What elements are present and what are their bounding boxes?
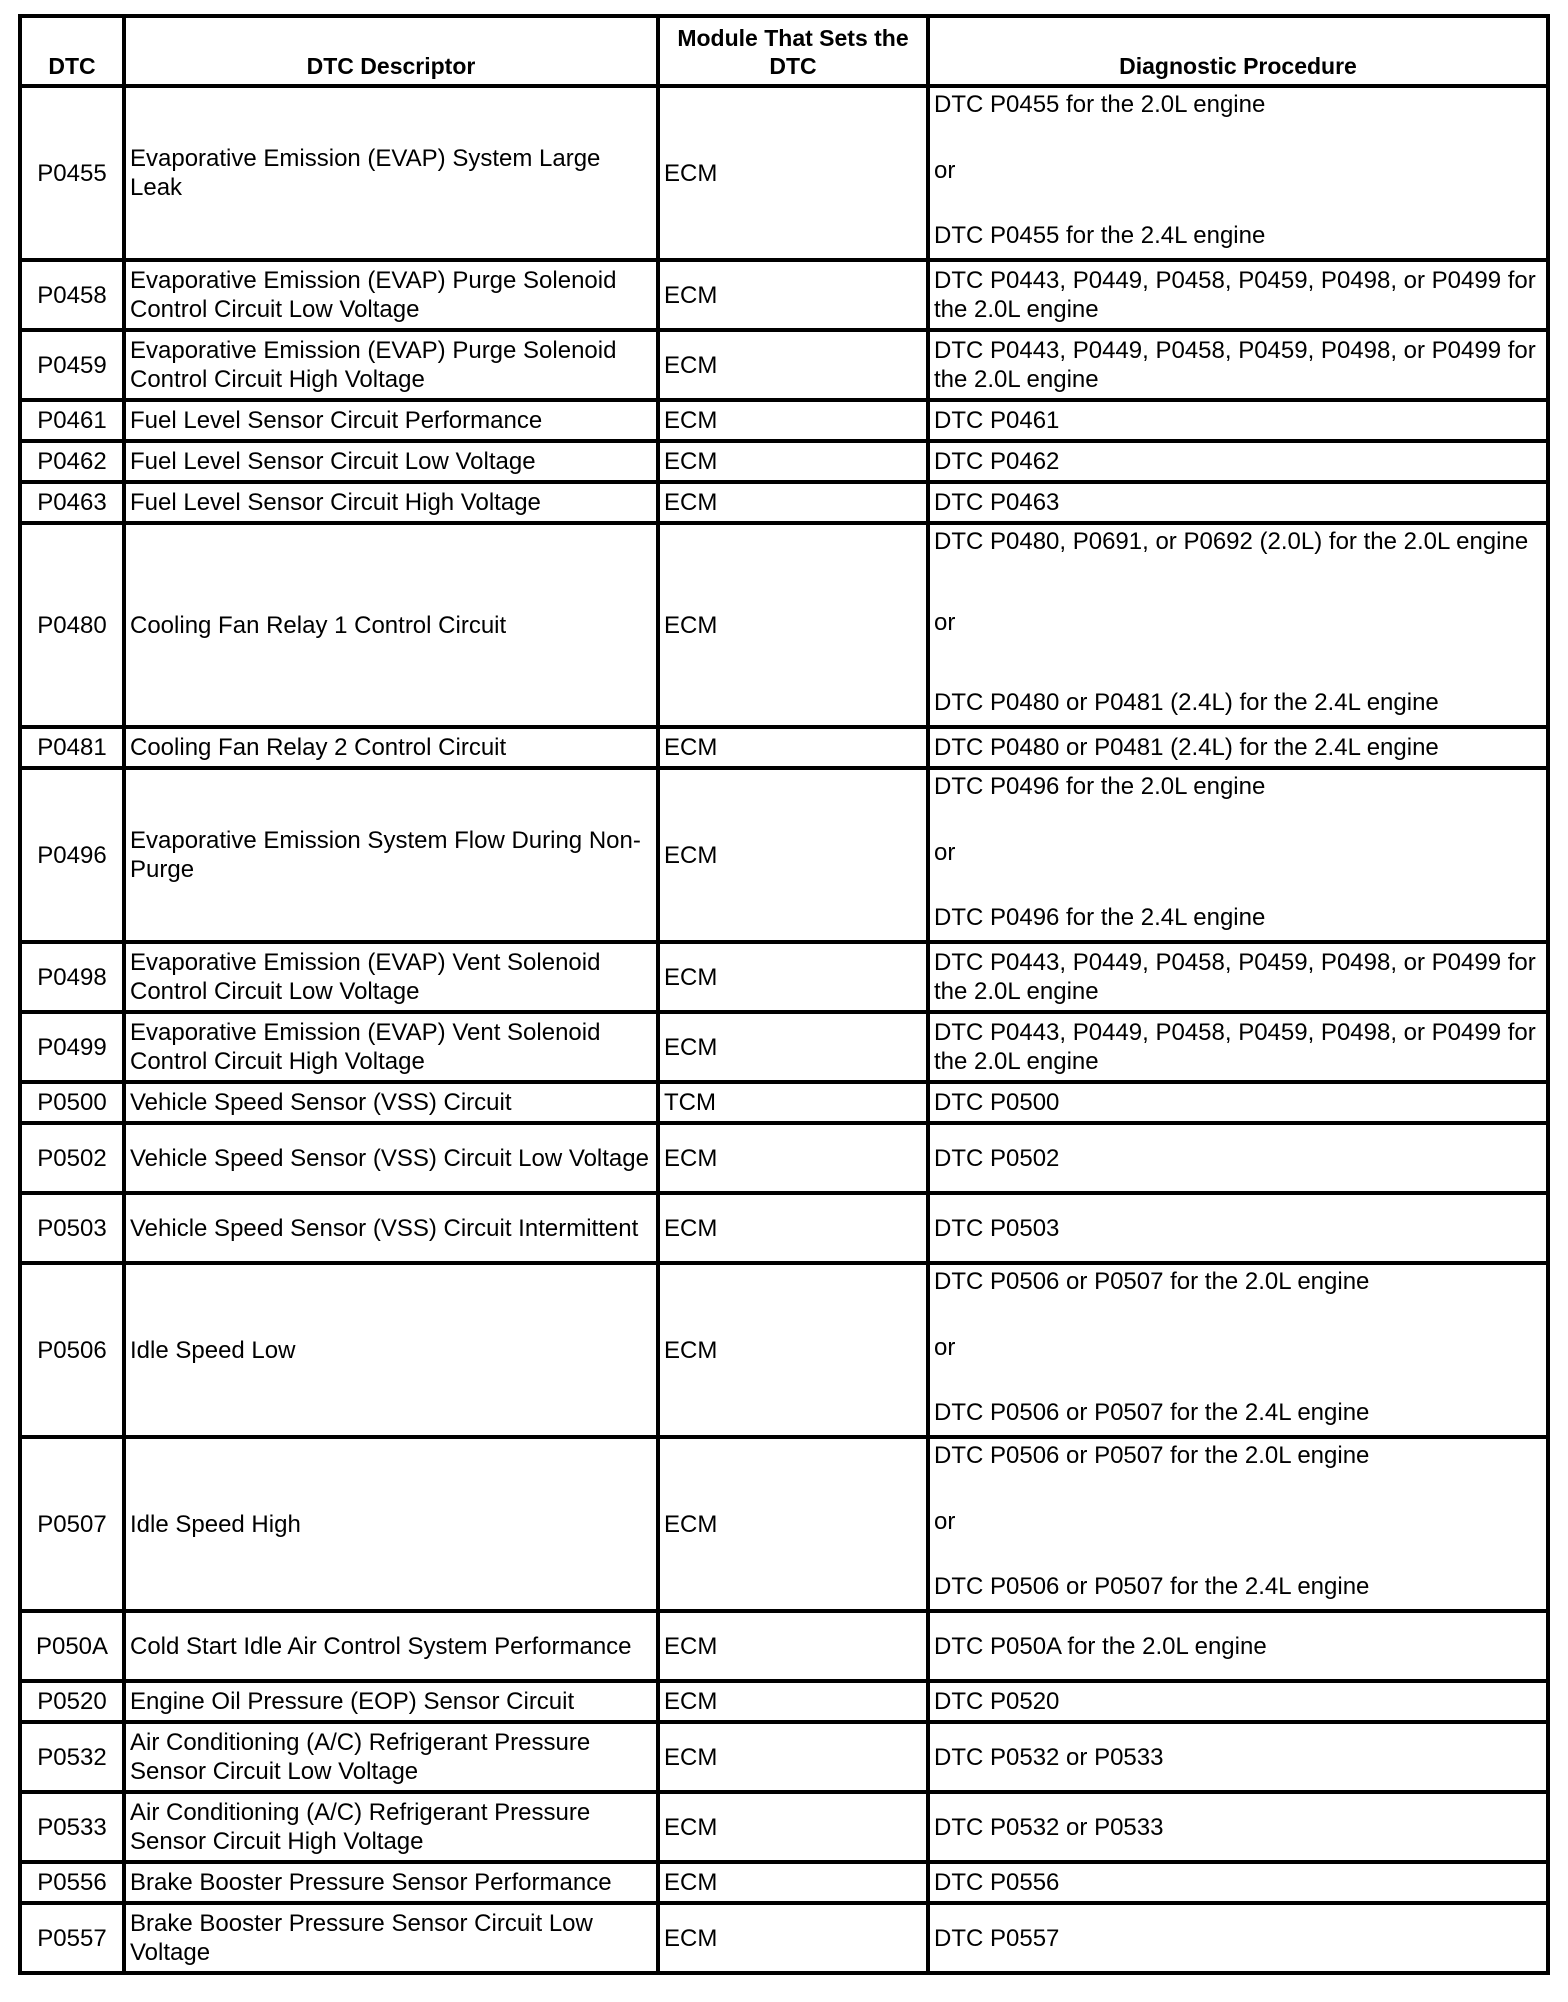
procedure-line: DTC P0500 bbox=[934, 1089, 1060, 1116]
dtc-descriptor-cell: Evaporative Emission (EVAP) Purge Solenoid Control Circuit Low Voltage bbox=[124, 260, 658, 330]
procedure-line: DTC P0496 for the 2.4L engine bbox=[934, 904, 1266, 931]
dtc-descriptor-cell: Brake Booster Pressure Sensor Performance bbox=[124, 1862, 658, 1903]
module-cell: ECM bbox=[658, 86, 928, 260]
diagnostic-procedure-cell bbox=[928, 86, 1548, 260]
procedure-line: DTC P0455 for the 2.0L engine bbox=[934, 91, 1266, 118]
diagnostic-procedure-cell bbox=[928, 1012, 1548, 1082]
dtc-code-cell: P0532 bbox=[20, 1722, 124, 1792]
procedure-line: DTC P0503 bbox=[934, 1214, 1060, 1242]
module-cell: ECM bbox=[658, 1681, 928, 1722]
table-row bbox=[20, 1611, 1548, 1681]
header-descriptor: DTC Descriptor bbox=[124, 16, 658, 86]
table-row bbox=[20, 942, 1548, 1012]
table-row bbox=[20, 1123, 1548, 1193]
procedure-line: DTC P0443, P0449, P0458, P0459, P0498, or P0499 for the 2.0L engine bbox=[934, 337, 1536, 393]
dtc-descriptor-cell: Evaporative Emission (EVAP) System Large Leak bbox=[124, 86, 658, 260]
dtc-descriptor-cell: Cooling Fan Relay 2 Control Circuit bbox=[124, 727, 658, 768]
dtc-code-cell: P0498 bbox=[20, 942, 124, 1012]
module-cell: ECM bbox=[658, 1862, 928, 1903]
procedure-line: DTC P0520 bbox=[934, 1688, 1060, 1715]
module-cell: ECM bbox=[658, 400, 928, 441]
module-cell: ECM bbox=[658, 942, 928, 1012]
diagnostic-procedure-cell bbox=[928, 1082, 1548, 1123]
diagnostic-procedure-cell bbox=[928, 1722, 1548, 1792]
dtc-descriptor-cell: Idle Speed Low bbox=[124, 1263, 658, 1437]
dtc-code-cell: P0459 bbox=[20, 330, 124, 400]
dtc-descriptor-cell: Evaporative Emission (EVAP) Vent Solenoid Control Circuit High Voltage bbox=[124, 1012, 658, 1082]
dtc-descriptor-cell: Air Conditioning (A/C) Refrigerant Pressure Sensor Circuit Low Voltage bbox=[124, 1722, 658, 1792]
procedure-line: DTC P0506 or P0507 for the 2.4L engine bbox=[934, 1573, 1370, 1600]
diagnostic-procedure-cell bbox=[928, 1437, 1548, 1611]
procedure-line: DTC P0506 or P0507 for the 2.0L engine bbox=[934, 1442, 1370, 1469]
procedure-line: DTC P0480 or P0481 (2.4L) for the 2.4L engine bbox=[934, 734, 1439, 761]
dtc-code-cell: P0503 bbox=[20, 1193, 124, 1263]
table-row bbox=[20, 441, 1548, 482]
table-header bbox=[20, 16, 1548, 86]
diagnostic-procedure-cell bbox=[928, 727, 1548, 768]
diagnostic-procedure-cell bbox=[928, 768, 1548, 942]
procedure-line: DTC P0461 bbox=[934, 407, 1060, 434]
dtc-descriptor-cell: Fuel Level Sensor Circuit Low Voltage bbox=[124, 441, 658, 482]
dtc-code-cell: P050A bbox=[20, 1611, 124, 1681]
module-cell: ECM bbox=[658, 1012, 928, 1082]
procedure-line: DTC P0506 or P0507 for the 2.0L engine bbox=[934, 1268, 1370, 1295]
procedure-line: DTC P0443, P0449, P0458, P0459, P0498, or P0499 for the 2.0L engine bbox=[934, 1019, 1536, 1075]
dtc-code-cell: P0502 bbox=[20, 1123, 124, 1193]
diagnostic-procedure-cell bbox=[928, 1862, 1548, 1903]
module-cell: ECM bbox=[658, 1903, 928, 1973]
diagnostic-procedure-cell bbox=[928, 1263, 1548, 1437]
module-cell: ECM bbox=[658, 1437, 928, 1611]
dtc-code-cell: P0520 bbox=[20, 1681, 124, 1722]
procedure-line: DTC P0480, P0691, or P0692 (2.0L) for the 2.0L engine bbox=[934, 528, 1529, 555]
dtc-descriptor-cell: Idle Speed High bbox=[124, 1437, 658, 1611]
procedure-line: DTC P0556 bbox=[934, 1869, 1060, 1896]
procedure-line: or bbox=[934, 1507, 956, 1535]
dtc-descriptor-cell: Engine Oil Pressure (EOP) Sensor Circuit bbox=[124, 1681, 658, 1722]
table-row bbox=[20, 523, 1548, 727]
dtc-code-cell: P0480 bbox=[20, 523, 124, 727]
dtc-descriptor-cell: Fuel Level Sensor Circuit High Voltage bbox=[124, 482, 658, 523]
procedure-line: or bbox=[934, 1333, 956, 1361]
table-row bbox=[20, 1903, 1548, 1973]
procedure-line: DTC P050A for the 2.0L engine bbox=[934, 1632, 1267, 1660]
dtc-descriptor-cell: Air Conditioning (A/C) Refrigerant Pressure Sensor Circuit High Voltage bbox=[124, 1792, 658, 1862]
dtc-descriptor-cell: Vehicle Speed Sensor (VSS) Circuit Intermittent bbox=[124, 1193, 658, 1263]
header-dtc: DTC bbox=[20, 16, 124, 86]
procedure-line: DTC P0462 bbox=[934, 448, 1060, 475]
procedure-line: or bbox=[934, 838, 956, 866]
diagnostic-procedure-cell bbox=[928, 1123, 1548, 1193]
module-cell: TCM bbox=[658, 1082, 928, 1123]
table-row bbox=[20, 1012, 1548, 1082]
header-procedure: Diagnostic Procedure bbox=[928, 16, 1548, 86]
table-row bbox=[20, 1437, 1548, 1611]
module-cell: ECM bbox=[658, 1722, 928, 1792]
procedure-line: DTC P0532 or P0533 bbox=[934, 1743, 1164, 1771]
dtc-code-cell: P0499 bbox=[20, 1012, 124, 1082]
dtc-descriptor-cell: Evaporative Emission (EVAP) Vent Solenoid Control Circuit Low Voltage bbox=[124, 942, 658, 1012]
procedure-line: DTC P0443, P0449, P0458, P0459, P0498, or P0499 for the 2.0L engine bbox=[934, 267, 1536, 323]
table-row bbox=[20, 1263, 1548, 1437]
diagnostic-procedure-cell bbox=[928, 1681, 1548, 1722]
diagnostic-procedure-cell bbox=[928, 482, 1548, 523]
dtc-descriptor-cell: Cold Start Idle Air Control System Performance bbox=[124, 1611, 658, 1681]
dtc-code-cell: P0557 bbox=[20, 1903, 124, 1973]
diagnostic-procedure-cell bbox=[928, 260, 1548, 330]
table-row bbox=[20, 482, 1548, 523]
dtc-code-cell: P0461 bbox=[20, 400, 124, 441]
table-row bbox=[20, 86, 1548, 260]
table-row bbox=[20, 260, 1548, 330]
module-cell: ECM bbox=[658, 482, 928, 523]
dtc-code-cell: P0496 bbox=[20, 768, 124, 942]
module-cell: ECM bbox=[658, 1611, 928, 1681]
table-row bbox=[20, 1722, 1548, 1792]
module-cell: ECM bbox=[658, 330, 928, 400]
procedure-line: DTC P0557 bbox=[934, 1924, 1060, 1952]
procedure-line: or bbox=[934, 156, 956, 184]
procedure-line: DTC P0496 for the 2.0L engine bbox=[934, 773, 1266, 800]
dtc-table bbox=[18, 14, 1550, 1975]
header-row bbox=[20, 16, 1548, 86]
module-cell: ECM bbox=[658, 1263, 928, 1437]
procedure-line: DTC P0502 bbox=[934, 1144, 1060, 1172]
procedure-line: DTC P0480 or P0481 (2.4L) for the 2.4L engine bbox=[934, 689, 1439, 716]
procedure-line: or bbox=[934, 608, 956, 636]
module-cell: ECM bbox=[658, 523, 928, 727]
dtc-table-container bbox=[18, 14, 1546, 1975]
dtc-code-cell: P0556 bbox=[20, 1862, 124, 1903]
dtc-code-cell: P0507 bbox=[20, 1437, 124, 1611]
diagnostic-procedure-cell bbox=[928, 400, 1548, 441]
dtc-code-cell: P0462 bbox=[20, 441, 124, 482]
table-row bbox=[20, 768, 1548, 942]
dtc-descriptor-cell: Brake Booster Pressure Sensor Circuit Low Voltage bbox=[124, 1903, 658, 1973]
diagnostic-procedure-cell bbox=[928, 330, 1548, 400]
table-row bbox=[20, 1082, 1548, 1123]
diagnostic-procedure-cell bbox=[928, 942, 1548, 1012]
table-row bbox=[20, 400, 1548, 441]
dtc-descriptor-cell: Fuel Level Sensor Circuit Performance bbox=[124, 400, 658, 441]
module-cell: ECM bbox=[658, 1123, 928, 1193]
dtc-code-cell: P0533 bbox=[20, 1792, 124, 1862]
module-cell: ECM bbox=[658, 727, 928, 768]
module-cell: ECM bbox=[658, 441, 928, 482]
dtc-code-cell: P0506 bbox=[20, 1263, 124, 1437]
dtc-code-cell: P0463 bbox=[20, 482, 124, 523]
header-module: Module That Sets the DTC bbox=[658, 16, 928, 86]
table-row bbox=[20, 1792, 1548, 1862]
procedure-line: DTC P0455 for the 2.4L engine bbox=[934, 222, 1266, 249]
diagnostic-procedure-cell bbox=[928, 1193, 1548, 1263]
procedure-line: DTC P0506 or P0507 for the 2.4L engine bbox=[934, 1399, 1370, 1426]
table-row bbox=[20, 330, 1548, 400]
dtc-descriptor-cell: Cooling Fan Relay 1 Control Circuit bbox=[124, 523, 658, 727]
module-cell: ECM bbox=[658, 1792, 928, 1862]
dtc-descriptor-cell: Evaporative Emission (EVAP) Purge Solenoid Control Circuit High Voltage bbox=[124, 330, 658, 400]
procedure-line: DTC P0463 bbox=[934, 489, 1060, 516]
table-body bbox=[20, 86, 1548, 1973]
module-cell: ECM bbox=[658, 1193, 928, 1263]
diagnostic-procedure-cell bbox=[928, 1903, 1548, 1973]
procedure-line: DTC P0532 or P0533 bbox=[934, 1813, 1164, 1841]
dtc-code-cell: P0455 bbox=[20, 86, 124, 260]
dtc-descriptor-cell: Evaporative Emission System Flow During Non-Purge bbox=[124, 768, 658, 942]
diagnostic-procedure-cell bbox=[928, 1611, 1548, 1681]
procedure-line: DTC P0443, P0449, P0458, P0459, P0498, or P0499 for the 2.0L engine bbox=[934, 949, 1536, 1005]
dtc-code-cell: P0481 bbox=[20, 727, 124, 768]
dtc-descriptor-cell: Vehicle Speed Sensor (VSS) Circuit Low Voltage bbox=[124, 1123, 658, 1193]
table-row bbox=[20, 1862, 1548, 1903]
module-cell: ECM bbox=[658, 260, 928, 330]
diagnostic-procedure-cell bbox=[928, 441, 1548, 482]
dtc-code-cell: P0500 bbox=[20, 1082, 124, 1123]
table-row bbox=[20, 1681, 1548, 1722]
diagnostic-procedure-cell bbox=[928, 1792, 1548, 1862]
dtc-code-cell: P0458 bbox=[20, 260, 124, 330]
dtc-descriptor-cell: Vehicle Speed Sensor (VSS) Circuit bbox=[124, 1082, 658, 1123]
table-row bbox=[20, 1193, 1548, 1263]
module-cell: ECM bbox=[658, 768, 928, 942]
diagnostic-procedure-cell bbox=[928, 523, 1548, 727]
table-row bbox=[20, 727, 1548, 768]
